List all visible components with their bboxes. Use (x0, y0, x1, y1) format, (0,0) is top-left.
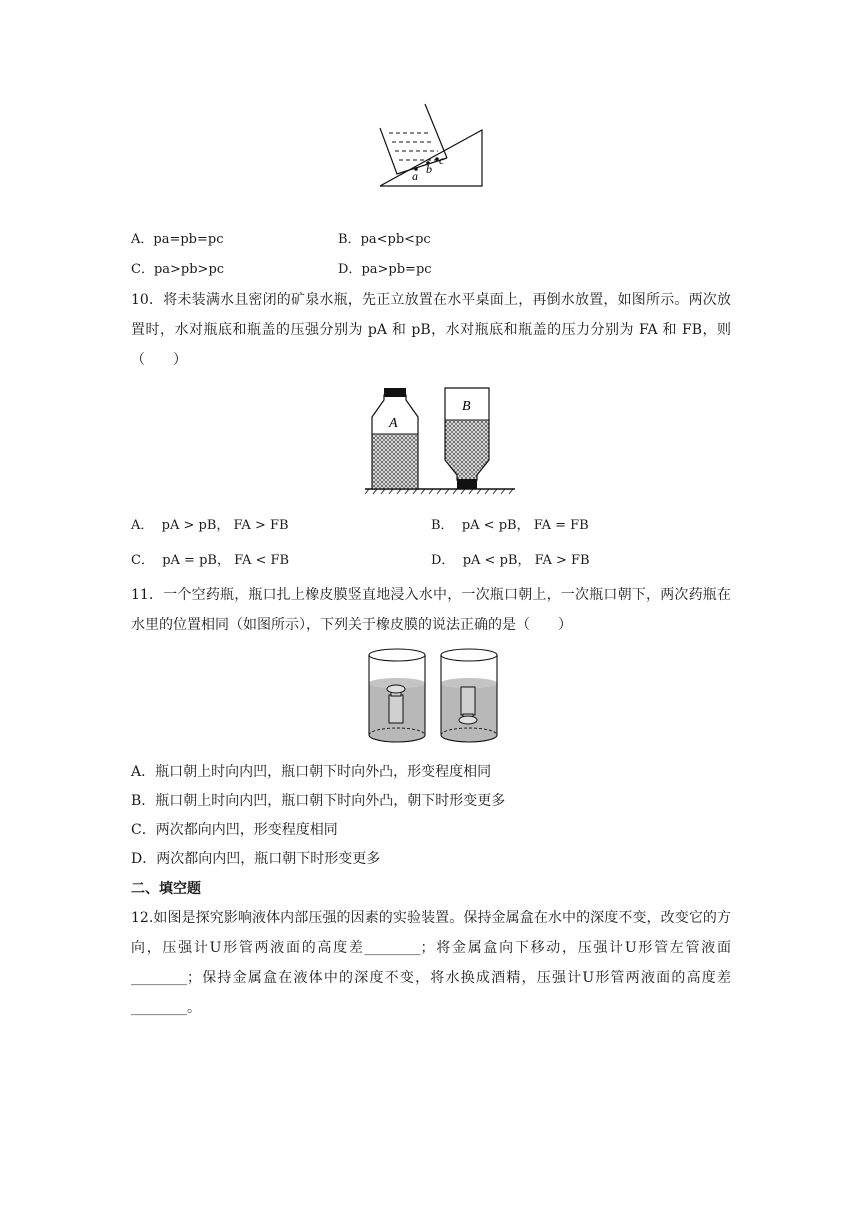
q9-option-d: D．pa>pb=pc (338, 262, 432, 277)
section-heading-fill-in: 二、填空题 (131, 881, 201, 897)
q11-option-a: A．瓶口朝上时向内凹，瓶口朝下时向外凸，形变程度相同 (131, 764, 492, 780)
q10-option-c: C． pA = pB， FA < FB (131, 553, 290, 568)
q9-option-b: B．pa<pb<pc (338, 232, 431, 247)
q10-option-a: A． pA > pB， FA > FB (131, 518, 289, 533)
point-label-c: c (439, 153, 445, 167)
bottle-label-b: B (462, 399, 471, 414)
figure-bottles (365, 385, 515, 495)
q11-option-c: C．两次都向内凹，形变程度相同 (131, 822, 338, 838)
q11-stem: 11．一个空药瓶，瓶口扎上橡皮膜竖直地浸入水中，一次瓶口朝上，一次瓶口朝下，两次药瓶在水里的位置相同（如图所示），下列关于橡皮膜的说法正确的是（ ） (131, 587, 731, 633)
q9-option-c: C．pa>pb>pc (131, 262, 225, 277)
bottle-label-a: A (389, 416, 398, 431)
q10-option-b: B． pA < pB， FA = FB (431, 518, 589, 533)
q9-option-a: A．pa=pb=pc (131, 232, 224, 247)
q12-text: 12.如图是探究影响液体内部压强的因素的实验装置。保持金属盒在水中的深度不变，改变它的方向，压强计U形管两液面的高度差________；将金属盒向下移动，压强计U形管左管液面________；保持金属盒在液体中的深度不变，将水换成酒精，压强计U形管两液面的高度差________。 (131, 910, 731, 1016)
q10-stem: 10．将未装满水且密闭的矿泉水瓶，先正立放置在水平桌面上，再倒水放置，如图所示。两次放置时，水对瓶底和瓶盖的压强分别为 pA 和 pB，水对瓶底和瓶盖的压力分别为 FA 和 FB，则（ ） (131, 292, 731, 368)
figure-container-on-incline (375, 100, 487, 190)
q11-option-b: B．瓶口朝上时向内凹，瓶口朝下时向外凸，朝下时形变更多 (131, 793, 506, 809)
point-label-a: a (412, 169, 418, 183)
point-label-b: b (426, 162, 432, 176)
q10-option-d: D． pA < pB， FA > FB (431, 553, 590, 568)
q11-option-d: D．两次都向内凹，瓶口朝下时形变更多 (131, 851, 381, 867)
figure-beakers (362, 645, 502, 747)
